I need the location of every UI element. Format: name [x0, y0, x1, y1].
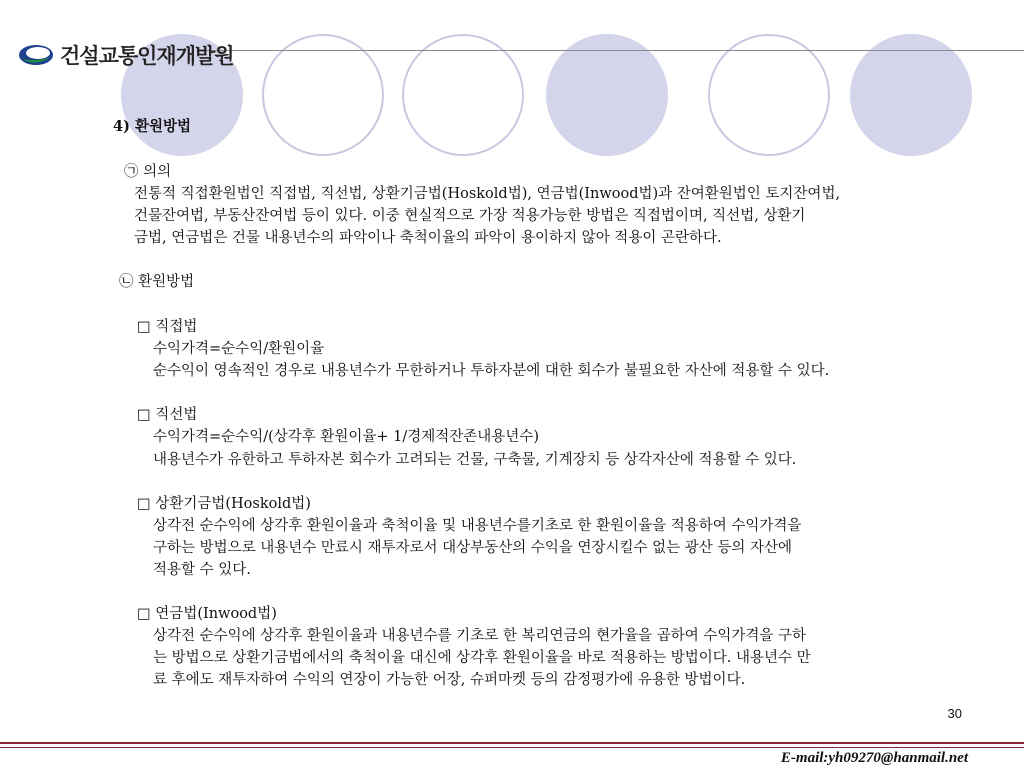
method-line: 는 방법으로 상환기금법에서의 축척이율 대신에 상각후 환원이율을 바로 적용하는 방법이다. 내용년수 만	[153, 650, 811, 666]
subsection-title-methods: ㉡ 환원방법	[119, 274, 195, 290]
subsection-title-meaning: ㉠ 의의	[124, 164, 172, 180]
footer-rule	[0, 742, 1024, 744]
method-title-hoskold: □ 상환기금법(Hoskold법)	[137, 496, 311, 512]
contact-email: E-mail:yh09270@hanmail.net	[780, 750, 968, 766]
method-line: 적용할 수 있다.	[153, 562, 251, 578]
method-line: 료 후에도 재투자하여 수익의 연장이 가능한 어장, 슈퍼마켓 등의 감정평가에 유용한 방법이다.	[153, 672, 746, 688]
section-heading: 4) 환원방법	[113, 118, 192, 135]
footer-rule-thin	[0, 747, 1024, 748]
paragraph-line: 건물잔여법, 부동산잔여법 등이 있다. 이중 현실적으로 가장 적용가능한 방법은 직접법이며, 직선법, 상환기	[134, 208, 806, 224]
method-line: 상각전 순수익에 상각후 환원이율과 내용년수를 기초로 한 복리연금의 현가율을 곱하여 수익가격을 구하	[153, 628, 806, 644]
logo-text: 건설교통인재개발원	[60, 44, 234, 68]
page-number: 30	[947, 706, 962, 721]
paragraph-line: 전통적 직접환원법인 직접법, 직선법, 상환기금법(Hoskold법), 연금법(Inwood법)과 잔여환원법인 토지잔여법,	[134, 186, 841, 202]
method-line: 상각전 순수익에 상각후 환원이율과 축척이율 및 내용년수를기초로 한 환원이율을 적용하여 수익가격을	[153, 518, 802, 534]
method-line: 내용년수가 유한하고 투하자본 회수가 고려되는 건물, 구축물, 기계장치 등 상각자산에 적용할 수 있다.	[153, 452, 797, 468]
method-line: 수익가격=순수익/환원이율	[153, 341, 325, 357]
method-line: 순수익이 영속적인 경우로 내용년수가 무한하거나 투하자분에 대한 회수가 불필요한 자산에 적용할 수 있다.	[153, 363, 830, 379]
method-title-straight-line: □ 직선법	[137, 407, 198, 423]
paragraph-line: 금법, 연금법은 건물 내용년수의 파악이나 축척이율의 파악이 용이하지 않아 적용이 곤란하다.	[134, 230, 722, 246]
method-line: 수익가격=순수익/(상각후 환원이율+ 1/경제적잔존내용년수)	[153, 429, 539, 445]
method-title-inwood: □ 연금법(Inwood법)	[137, 606, 277, 622]
method-line: 구하는 방법으로 내용년수 만료시 재투자로서 대상부동산의 수익을 연장시킬수 없는 광산 등의 자산에	[153, 540, 792, 556]
method-title-direct: □ 직접법	[137, 319, 198, 335]
